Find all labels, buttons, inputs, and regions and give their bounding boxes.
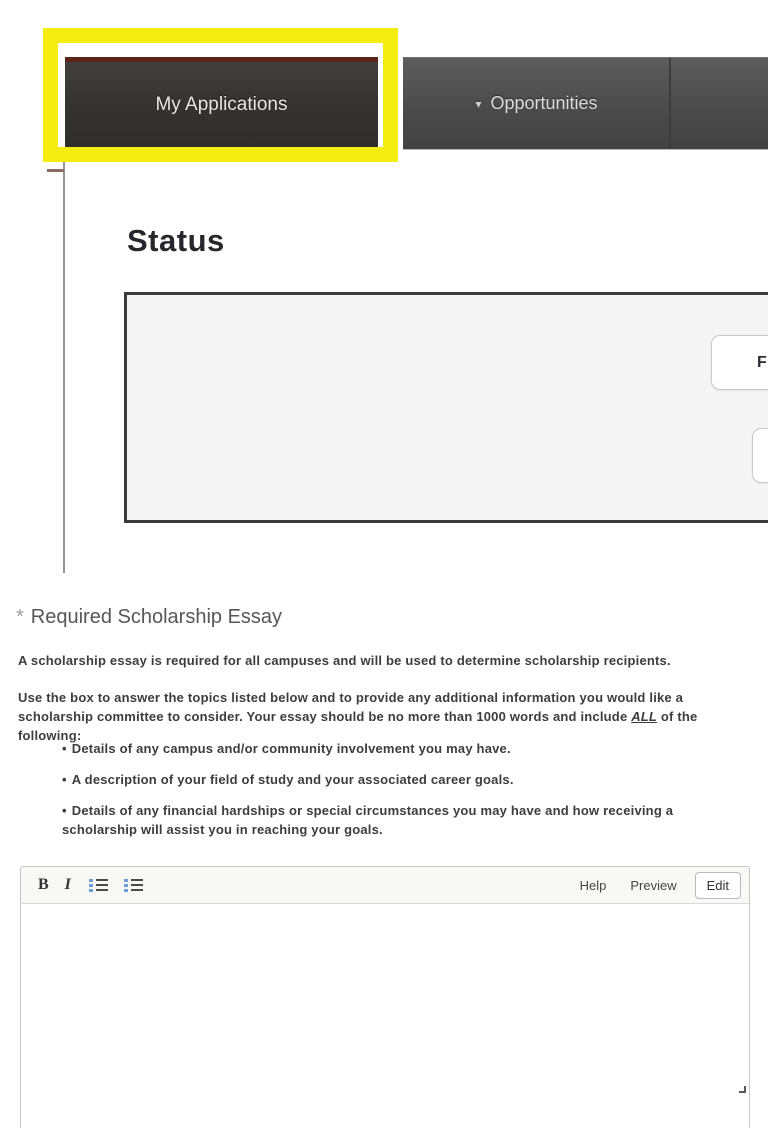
chevron-down-icon: ▾ [475,96,482,111]
italic-button[interactable]: I [64,876,71,893]
status-heading: Status [127,223,225,258]
status-panel [124,292,768,523]
bullet-text: Details of any campus and/or community involvement you may have. [71,741,511,756]
instructions-text: Use the box to answer the topics listed below and to provide any additional information you would like a scholarship committee to consider. Your essay should be no more than 1000 words and include [18,690,684,724]
tab-my-applications-label: My Applications [155,94,288,115]
bullet-icon: • [62,741,67,756]
list-item [18,770,734,789]
unordered-list-icon[interactable] [124,877,143,894]
tab-my-applications[interactable] [65,57,378,148]
status-action-button-label: F [757,354,767,371]
editor-toolbar [21,867,749,904]
edit-button[interactable]: Edit [695,872,741,899]
essay-instructions-paragraph [18,688,734,745]
essay-editor-textarea[interactable] [21,904,749,1129]
bullet-text: Details of any financial hardships or special circumstances you may have and how receiving a scholarship will assist you in reaching your goals. [62,803,674,837]
bullet-icon: • [62,772,67,787]
instructions-text-after: of the following: [18,709,698,743]
ordered-list-icon[interactable] [89,877,108,894]
bold-button[interactable]: B [38,876,49,893]
essay-topic-list [18,739,734,851]
essay-section-heading [16,606,282,629]
list-item [18,739,734,758]
essay-editor [20,866,750,1128]
tab-opportunities-label: Opportunities [490,93,598,113]
content-frame-tick [47,169,64,172]
essay-intro-paragraph: A scholarship essay is required for all campuses and will be used to determine scholarship recipients. [18,653,671,668]
status-action-button[interactable] [711,335,768,390]
status-secondary-button[interactable] [752,428,768,483]
content-frame-left-border [63,162,65,573]
preview-link[interactable]: Preview [630,877,677,893]
editor-mode-group [574,872,749,899]
editor-resize-handle[interactable] [739,1086,746,1093]
required-asterisk: * [16,606,24,628]
list-item [18,801,734,839]
bullet-text: A description of your field of study and your associated career goals. [71,772,514,787]
tab-opportunities[interactable] [403,57,670,150]
editor-format-group [21,876,143,894]
bullet-icon: • [62,803,67,818]
instructions-all-emphasis: ALL [631,709,658,724]
essay-heading-text: Required Scholarship Essay [30,606,283,628]
nav-separator [669,58,671,149]
help-link[interactable]: Help [579,877,607,893]
